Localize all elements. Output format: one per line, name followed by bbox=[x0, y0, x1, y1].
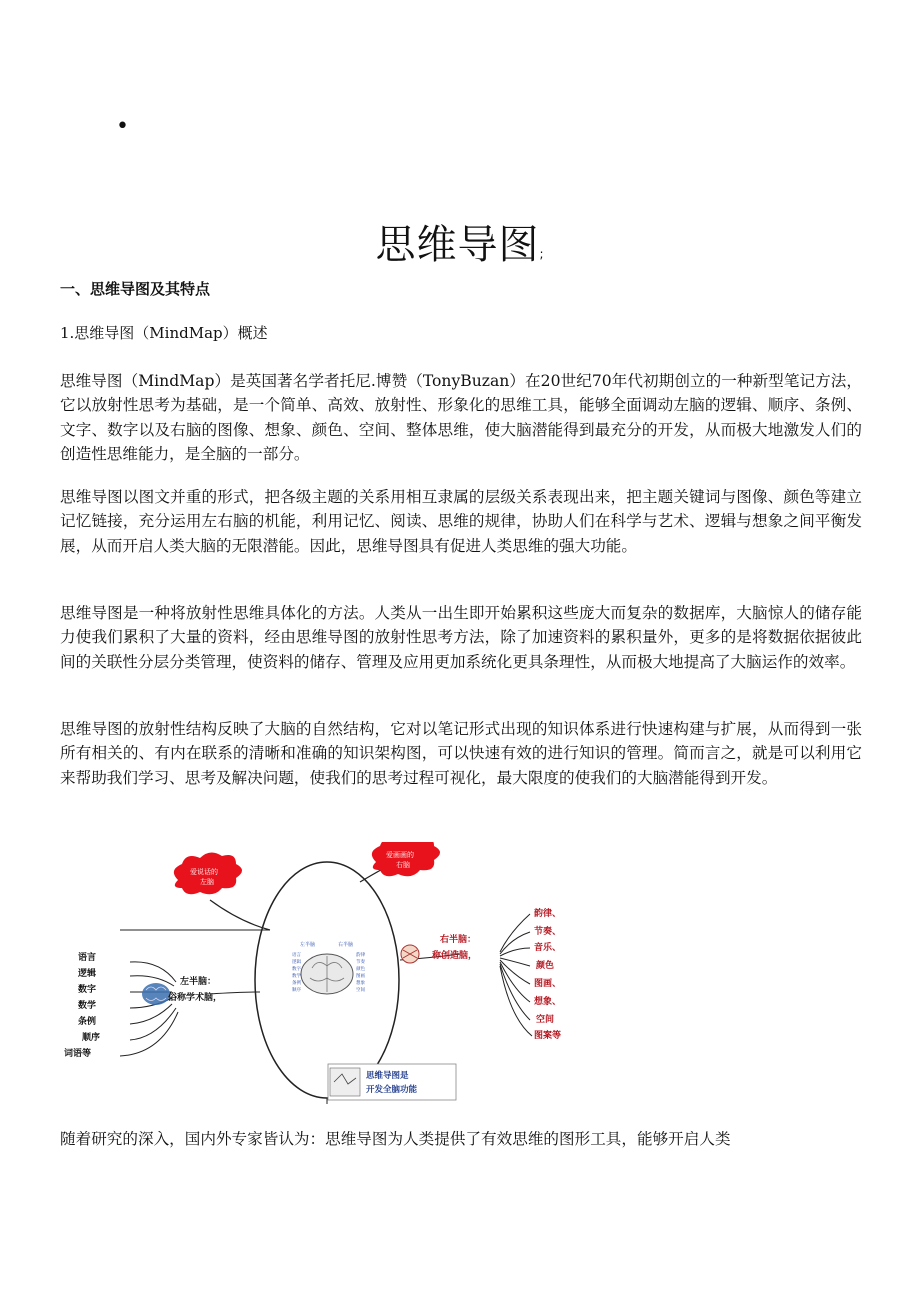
left-brain-icon bbox=[142, 983, 170, 1005]
center-right-item: 韵律 bbox=[356, 953, 365, 958]
left-label-1: 左半脑： bbox=[180, 977, 217, 987]
center-left-item: 数字 bbox=[292, 967, 301, 972]
left-item: 词语等 bbox=[64, 1049, 92, 1059]
right-item: 韵律、 bbox=[534, 909, 562, 919]
center-right-item: 节奏 bbox=[356, 960, 365, 965]
paragraph-5: 随着研究的深入，国内外专家皆认为：思维导图为人类提供了有效思维的图形工具，能够开启人类 bbox=[60, 1130, 731, 1148]
left-item: 顺序 bbox=[82, 1033, 101, 1043]
section-heading: 一、思维导图及其特点 bbox=[60, 280, 211, 298]
title-mark: ; bbox=[539, 246, 545, 261]
right-item: 音乐、 bbox=[534, 943, 562, 953]
center-left-item: 条例 bbox=[292, 981, 301, 986]
title-text: 思维导图 bbox=[375, 221, 540, 268]
sub-heading: 1.思维导图（MindMap）概述 bbox=[60, 324, 268, 342]
left-item: 数字 bbox=[78, 985, 97, 995]
right-label-2: 称创造脑， bbox=[432, 951, 478, 961]
paragraph-2: 思维导图以图文并重的形式，把各级主题的关系用相互隶属的层级关系表现出来，把主题关键词与图像、颜色等建立记忆链接，充分运用左右脑的机能，利用记忆、阅读、思维的规律，协助人们在科学与艺术、逻辑与想象之间平衡发展，从而开启人类大脑的无限潜能。因此，思维导图具有促进人类思维的强大功能。 bbox=[60, 488, 862, 555]
paragraph-4: 思维导图的放射性结构反映了大脑的自然结构，它对以笔记形式出现的知识体系进行快速构建与扩展，从而得到一张所有相关的、有内在联系的清晰和准确的知识架构图，可以快速有效的进行知识的管理。简而言之，就是可以利用它来帮助我们学习、思考及解决问题，使我们的思考过程可视化，最大限度的使我们的大脑潜能得到开发。 bbox=[60, 720, 862, 787]
left-item: 语言 bbox=[78, 953, 97, 963]
left-label-2: 俗称学术脑， bbox=[168, 993, 223, 1003]
mindmap-figure bbox=[60, 842, 584, 1104]
center-right-item: 颜色 bbox=[356, 967, 365, 972]
right-branches bbox=[400, 914, 532, 1036]
center-right-item: 图画 bbox=[356, 974, 365, 979]
bottom-label-2: 开发全脑功能 bbox=[366, 1085, 418, 1095]
bullet-dot: • bbox=[116, 114, 129, 139]
center-left-item: 逻辑 bbox=[292, 960, 301, 965]
paragraph-1: 思维导图（MindMap）是英国著名学者托尼.博赞（TonyBuzan）在20世纪70年代初期创立的一种新型笔记方法，它以放射性思考为基础，是一个简单、高效、放射性、形象化的思维工具，能够全面调动左脑的逻辑、顺序、条例、文字、数字以及右脑的图像、想象、颜色、空间、整体思维，使大脑潜能得到最充分的开发，从而极大地激发人们的创造性思维能力，是全脑的一部分。 bbox=[60, 372, 862, 464]
center-right-item: 空间 bbox=[356, 988, 365, 993]
left-cloud bbox=[174, 852, 242, 894]
left-branches bbox=[120, 962, 260, 1056]
right-label-1: 右半脑： bbox=[440, 935, 477, 945]
bottom-label-box bbox=[328, 1064, 456, 1100]
center-heading-right: 右半脑 bbox=[338, 942, 354, 948]
right-brain-icon bbox=[401, 945, 419, 963]
center-left-item: 顺序 bbox=[292, 988, 301, 993]
left-cloud-text: 爱说话的左脑 bbox=[190, 868, 218, 886]
center-left-item: 数学 bbox=[292, 974, 301, 979]
right-item: 想象、 bbox=[534, 997, 562, 1007]
left-item: 逻辑 bbox=[78, 969, 97, 979]
center-left-item: 语言 bbox=[292, 953, 301, 958]
brain-icon bbox=[301, 954, 353, 994]
right-cloud bbox=[372, 842, 440, 876]
right-item: 图案等 bbox=[534, 1031, 562, 1041]
bottom-label-1: 思维导图是 bbox=[366, 1071, 409, 1081]
left-cloud-branch bbox=[210, 900, 270, 930]
right-item: 图画、 bbox=[534, 979, 562, 989]
right-item: 颜色 bbox=[536, 961, 555, 971]
page-title bbox=[0, 219, 920, 280]
paragraph-3: 思维导图是一种将放射性思维具体化的方法。人类从一出生即开始累积这些庞大而复杂的数据库，大脑惊人的储存能力使我们累积了大量的资料，经由思维导图的放射性思考方法，除了加速资料的累积量外，更多的是将数据依据彼此间的关联性分层分类管理，使资料的储存、管理及应用更加系统化更具条理性，从而极大地提高了大脑运作的效率。 bbox=[60, 604, 862, 671]
right-cloud-text: 爱画画的右脑 bbox=[386, 851, 414, 869]
left-item: 数学 bbox=[78, 1001, 97, 1011]
right-item: 节奏、 bbox=[534, 927, 562, 937]
right-item: 空间 bbox=[536, 1015, 555, 1025]
center-right-item: 想象 bbox=[356, 981, 365, 986]
center-heading-left: 左半脑 bbox=[300, 942, 316, 948]
left-item: 条例 bbox=[78, 1017, 97, 1027]
